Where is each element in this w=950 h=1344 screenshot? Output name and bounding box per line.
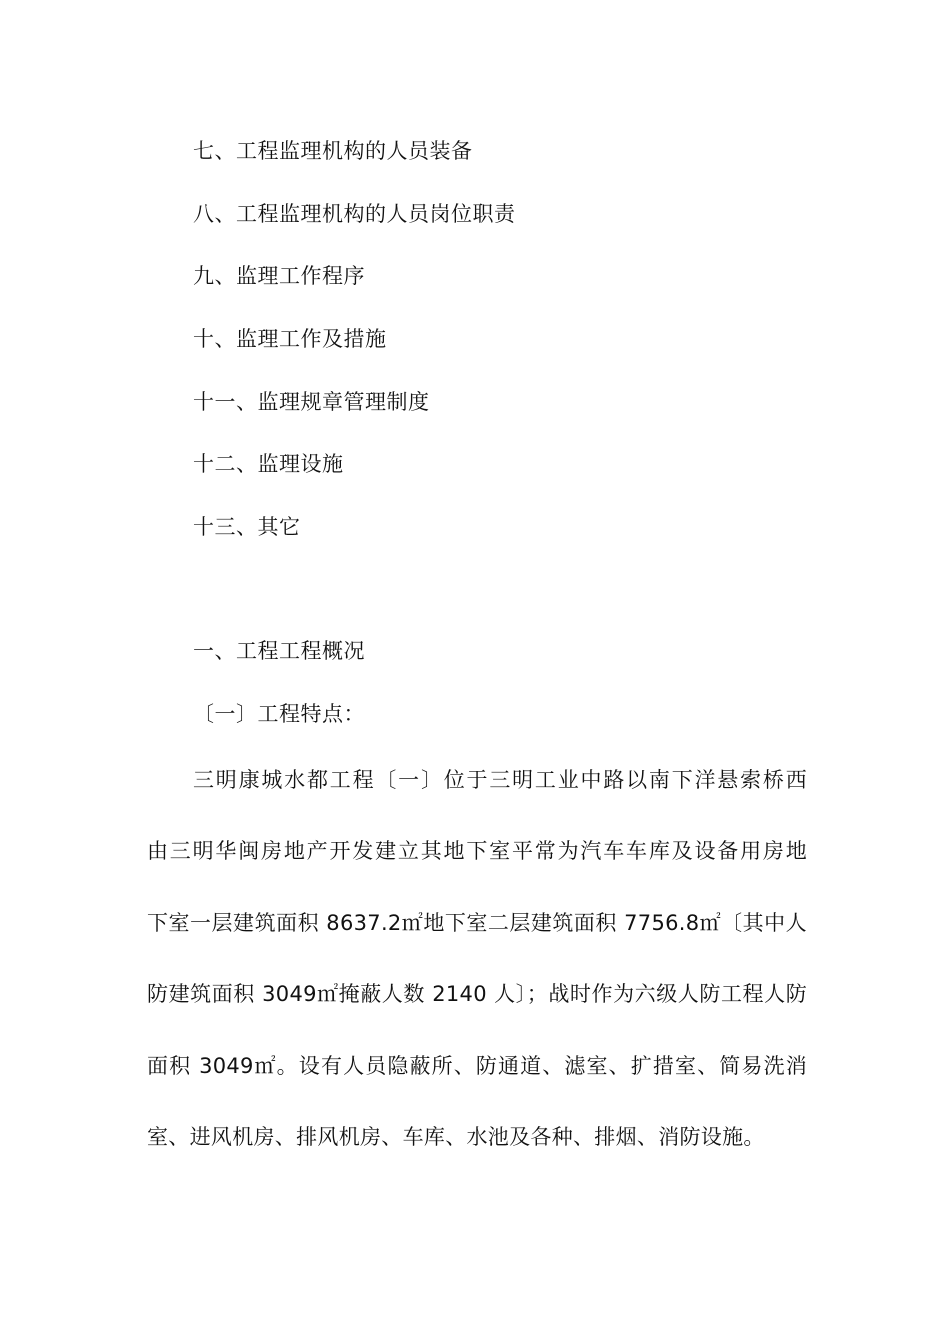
toc-item-13: 十三、其它: [193, 515, 301, 539]
body-line: 室、进风机房、排风机房、车库、水池及各种、排烟、消防设施。: [147, 1124, 765, 1149]
toc-item-9: 九、监理工作程序: [193, 264, 365, 288]
body-line: 防建筑面积 3049㎡掩蔽人数 2140 人〕；战时作为六级人防工程人防: [147, 982, 807, 1007]
toc-item-8: 八、工程监理机构的人员岗位职责: [193, 202, 516, 226]
section-body: [147, 762, 807, 1190]
body-line: 三明康城水都工程〔一〕位于三明工业中路以南下洋悬索桥西: [193, 768, 807, 792]
body-line: 下室一层建筑面积 8637.2㎡地下室二层建筑面积 7756.8㎡〔其中人: [147, 910, 807, 935]
section-heading: 一、工程工程概况: [193, 639, 365, 663]
toc-item-10: 十、监理工作及措施: [193, 327, 387, 351]
section-subheading: 〔一〕工程特点：: [193, 702, 365, 726]
toc-item-11: 十一、监理规章管理制度: [193, 390, 430, 414]
toc-item-7: 七、工程监理机构的人员装备: [193, 139, 473, 163]
toc-item-12: 十二、监理设施: [193, 452, 344, 476]
body-line: 面积 3049㎡。设有人员隐蔽所、防通道、滤室、扩措室、简易洗消: [147, 1053, 807, 1078]
body-line: 由三明华闽房地产开发建立其地下室平常为汽车车库及设备用房地: [147, 839, 807, 864]
